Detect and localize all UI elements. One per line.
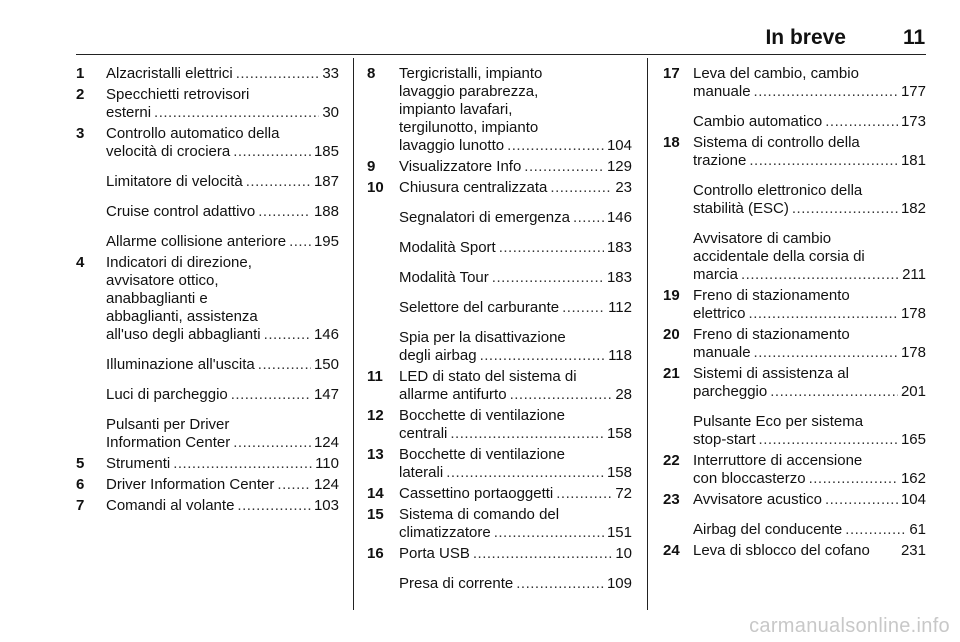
entry-text: Visualizzatore Info <box>399 158 522 175</box>
entry-text: con bloccasterzo <box>693 470 806 487</box>
index-entry <box>367 179 632 197</box>
index-entry <box>76 455 339 473</box>
entry-text: Limitatore di velocità <box>106 173 243 190</box>
item-number: 10 <box>367 179 384 196</box>
index-entry <box>367 407 632 443</box>
entry-text: marcia <box>693 266 739 283</box>
entry-text: Leva del cambio, cambio <box>693 65 859 82</box>
column-divider <box>353 58 354 610</box>
item-number <box>76 386 106 404</box>
index-entry <box>663 491 926 509</box>
dot-leader <box>258 203 311 221</box>
entry-text: stabilità (ESC) <box>693 200 789 217</box>
entry-text: manuale <box>693 344 751 361</box>
page-reference: 118 <box>608 347 632 364</box>
item-number <box>76 233 106 251</box>
page-reference: 112 <box>608 299 632 316</box>
entry-text: all'uso degli abbaglianti <box>106 326 261 343</box>
entry-text: Porta USB <box>399 545 470 562</box>
entry-text: accidentale della corsia di <box>693 248 865 265</box>
index-entry <box>663 230 926 284</box>
entry-text: abbaglianti, assistenza <box>106 308 258 325</box>
index-entry <box>367 506 632 542</box>
item-number <box>367 329 399 365</box>
dot-leader <box>825 491 898 509</box>
page-reference: 151 <box>606 524 632 541</box>
index-entry <box>367 575 632 593</box>
index-entry <box>76 86 339 122</box>
page-reference: 178 <box>900 305 926 322</box>
dot-leader <box>231 386 311 404</box>
page-reference: 146 <box>313 326 339 343</box>
entry-text: LED di stato del sistema di <box>399 368 577 385</box>
dot-leader <box>289 233 311 251</box>
dot-leader <box>277 476 311 494</box>
entry-text: Avvisatore acustico <box>693 491 822 508</box>
dot-leader <box>770 383 898 401</box>
dot-leader <box>258 356 311 374</box>
item-number <box>76 173 106 191</box>
page-reference: 188 <box>313 203 339 220</box>
item-number: 23 <box>663 491 680 508</box>
entry-text: Freno di stazionamento <box>693 326 850 343</box>
page-reference: 178 <box>900 344 926 361</box>
entry-text: Segnalatori di emergenza <box>399 209 570 226</box>
index-entry <box>367 545 632 563</box>
index-entry <box>367 209 632 227</box>
item-number: 7 <box>76 497 85 514</box>
dot-leader <box>233 143 311 161</box>
entry-text: climatizzatore <box>399 524 491 541</box>
entry-text: lavaggio lunotto <box>399 137 505 154</box>
dot-leader <box>749 152 898 170</box>
dot-leader <box>759 431 898 449</box>
entry-text: Strumenti <box>106 455 171 472</box>
entry-text: stop-start <box>693 431 756 448</box>
entry-text: Bocchette di ventilazione <box>399 446 565 463</box>
dot-leader <box>246 173 311 191</box>
entry-text: Chiusura centralizzata <box>399 179 548 196</box>
dot-leader <box>492 269 604 287</box>
item-number: 12 <box>367 407 384 424</box>
entry-text: Freno di stazionamento <box>693 287 850 304</box>
item-number: 19 <box>663 287 680 304</box>
index-entry <box>367 446 632 482</box>
index-entry <box>663 452 926 488</box>
entry-text: Sistema di comando del <box>399 506 560 523</box>
page-reference: 183 <box>606 239 632 256</box>
item-number: 15 <box>367 506 384 523</box>
index-entry <box>76 386 339 404</box>
page-reference: 187 <box>313 173 339 190</box>
item-number: 17 <box>663 65 680 82</box>
dot-leader <box>550 179 612 197</box>
page-reference: 150 <box>313 356 339 373</box>
index-entry <box>367 368 632 404</box>
page-reference: 104 <box>606 137 632 154</box>
dot-leader <box>524 158 604 176</box>
entry-text: Controllo elettronico della <box>693 182 863 199</box>
dot-leader <box>754 344 898 362</box>
item-number <box>663 521 693 539</box>
item-number: 18 <box>663 134 680 151</box>
index-entry <box>367 269 632 287</box>
dot-leader <box>845 521 906 539</box>
index-entry <box>663 521 926 539</box>
item-number <box>76 203 106 221</box>
entry-text: Presa di corrente <box>399 575 514 592</box>
index-entry <box>76 173 339 191</box>
entry-text: Modalità Tour <box>399 269 489 286</box>
entry-text: Information Center <box>106 434 231 451</box>
index-entry <box>76 65 339 83</box>
index-entry <box>663 365 926 401</box>
index-entry <box>76 476 339 494</box>
page-header <box>0 0 960 56</box>
page-reference: 195 <box>313 233 339 250</box>
entry-text: Sistemi di assistenza al <box>693 365 849 382</box>
dot-leader <box>499 239 604 257</box>
index-entry <box>367 485 632 503</box>
index-entry <box>367 299 632 317</box>
item-number: 4 <box>76 254 85 271</box>
entry-text: Driver Information Center <box>106 476 275 493</box>
index-entry <box>367 65 632 155</box>
index-column-2 <box>367 65 632 593</box>
entry-text: laterali <box>399 464 444 481</box>
page-reference: 182 <box>900 200 926 217</box>
page-reference: 185 <box>313 143 339 160</box>
index-entry <box>663 326 926 362</box>
entry-text: impianto lavafari, <box>399 101 513 118</box>
item-number <box>76 356 106 374</box>
index-entry <box>663 134 926 170</box>
entry-text: Illuminazione all'uscita <box>106 356 255 373</box>
entry-text: Cambio automatico <box>693 113 823 130</box>
entry-text: Interruttore di accensione <box>693 452 863 469</box>
item-number: 16 <box>367 545 384 562</box>
index-entry <box>76 416 339 452</box>
index-entry <box>76 203 339 221</box>
item-number: 3 <box>76 125 85 142</box>
item-number: 20 <box>663 326 680 343</box>
entry-text: Tergicristalli, impianto <box>399 65 543 82</box>
page-reference: 165 <box>900 431 926 448</box>
dot-leader <box>562 299 605 317</box>
entry-text: allarme antifurto <box>399 386 507 403</box>
entry-text: velocità di crociera <box>106 143 231 160</box>
dot-leader <box>473 545 612 563</box>
dot-leader <box>494 524 604 542</box>
item-number <box>367 209 399 227</box>
entry-text: Pulsante Eco per sistema <box>693 413 864 430</box>
entry-text: Controllo automatico della <box>106 125 280 142</box>
entry-text: avvisatore ottico, <box>106 272 219 289</box>
entry-text: centrali <box>399 425 448 442</box>
column-divider <box>647 58 648 610</box>
entry-text: Cruise control adattivo <box>106 203 256 220</box>
index-entry <box>367 329 632 365</box>
dot-leader <box>264 326 311 344</box>
dot-leader <box>749 305 898 323</box>
entry-text: lavaggio parabrezza, <box>399 83 539 100</box>
page-reference: 177 <box>900 83 926 100</box>
page-reference: 104 <box>900 491 926 508</box>
index-entry <box>367 158 632 176</box>
entry-text: parcheggio <box>693 383 768 400</box>
dot-leader <box>450 425 604 443</box>
dot-leader <box>173 455 312 473</box>
page-reference: 158 <box>606 464 632 481</box>
item-number: 5 <box>76 455 85 472</box>
entry-text: trazione <box>693 152 747 169</box>
dot-leader <box>154 104 319 122</box>
entry-text: anabbaglianti e <box>106 290 208 307</box>
entry-text: Airbag del conducente <box>693 521 843 538</box>
index-entry <box>76 254 339 344</box>
item-number <box>663 182 693 218</box>
dot-leader <box>233 434 311 452</box>
entry-text: elettrico <box>693 305 746 322</box>
dot-leader <box>507 137 604 155</box>
index-entry <box>76 497 339 515</box>
entry-text: Avvisatore di cambio <box>693 230 832 247</box>
item-number: 2 <box>76 86 85 103</box>
item-number: 22 <box>663 452 680 469</box>
page-reference: 158 <box>606 425 632 442</box>
entry-text: Sistema di controllo della <box>693 134 860 151</box>
entry-text: Spia per la disattivazione <box>399 329 566 346</box>
page-reference: 28 <box>615 386 632 403</box>
page-reference: 72 <box>615 485 632 502</box>
entry-text: Luci di parcheggio <box>106 386 228 403</box>
item-number <box>76 416 106 452</box>
entry-text: Selettore del carburante <box>399 299 560 316</box>
watermark: carmanualsonline.info <box>749 615 950 637</box>
entry-text: Allarme collisione anteriore <box>106 233 287 250</box>
page-reference: 124 <box>313 476 339 493</box>
page-reference: 30 <box>322 104 339 121</box>
page-reference: 23 <box>615 179 632 196</box>
item-number: 21 <box>663 365 680 382</box>
index-column-1 <box>76 65 339 515</box>
item-number: 11 <box>367 368 383 385</box>
index-entry <box>76 233 339 251</box>
header-rule <box>76 54 926 55</box>
item-number: 1 <box>76 65 85 82</box>
dot-leader <box>446 464 604 482</box>
page-reference: 162 <box>900 470 926 487</box>
page-reference: 173 <box>900 113 926 130</box>
item-number <box>663 413 693 449</box>
item-number <box>663 230 693 284</box>
entry-text: Modalità Sport <box>399 239 496 256</box>
index-entry <box>76 125 339 161</box>
page-reference: 147 <box>313 386 339 403</box>
section-title: In breve <box>765 26 846 49</box>
item-number: 6 <box>76 476 85 493</box>
item-number <box>367 239 399 257</box>
item-number <box>367 269 399 287</box>
item-number: 9 <box>367 158 376 175</box>
dot-leader <box>809 470 898 488</box>
index-entry <box>663 113 926 131</box>
entry-text: Indicatori di direzione, <box>106 254 252 271</box>
entry-text: Pulsanti per Driver <box>106 416 230 433</box>
entry-text: esterni <box>106 104 152 121</box>
page-reference: 110 <box>315 455 339 472</box>
dot-leader <box>825 113 898 131</box>
page-reference: 103 <box>313 497 339 514</box>
dot-leader <box>237 497 311 515</box>
dot-leader <box>556 485 612 503</box>
index-entry <box>663 542 926 560</box>
index-entry <box>367 239 632 257</box>
item-number: 14 <box>367 485 384 502</box>
page-reference: 61 <box>909 521 926 538</box>
entry-text: Comandi al volante <box>106 497 235 514</box>
page-reference: 109 <box>606 575 632 592</box>
entry-text: Cassettino portaoggetti <box>399 485 554 502</box>
index-entry <box>663 65 926 101</box>
dot-leader <box>573 209 604 227</box>
page-reference: 146 <box>606 209 632 226</box>
page-number: 11 <box>903 26 926 49</box>
index-entry <box>76 356 339 374</box>
index-entry <box>663 413 926 449</box>
entry-text: Leva di sblocco del cofano <box>693 542 870 559</box>
dot-leader <box>236 65 320 83</box>
entry-text: degli airbag <box>399 347 477 364</box>
page-reference: 201 <box>900 383 926 400</box>
index-column-3 <box>663 65 926 560</box>
entry-text: Alzacristalli elettrici <box>106 65 233 82</box>
index-entry <box>663 287 926 323</box>
page-reference: 231 <box>900 542 926 559</box>
entry-text: tergilunotto, impianto <box>399 119 539 136</box>
dot-leader <box>516 575 604 593</box>
page-reference: 33 <box>322 65 339 82</box>
page-reference: 181 <box>900 152 926 169</box>
item-number: 13 <box>367 446 384 463</box>
dot-leader <box>510 386 613 404</box>
item-number: 8 <box>367 65 376 82</box>
page-reference: 211 <box>902 266 926 283</box>
page-reference: 129 <box>606 158 632 175</box>
dot-leader <box>792 200 898 218</box>
page-reference: 183 <box>606 269 632 286</box>
dot-leader <box>480 347 606 365</box>
entry-text: manuale <box>693 83 751 100</box>
item-number <box>663 113 693 131</box>
page-reference: 10 <box>615 545 632 562</box>
item-number <box>367 299 399 317</box>
dot-leader <box>741 266 899 284</box>
index-entry <box>663 182 926 218</box>
page-reference: 124 <box>313 434 339 451</box>
entry-text: Specchietti retrovisori <box>106 86 250 103</box>
dot-leader <box>754 83 898 101</box>
entry-text: Bocchette di ventilazione <box>399 407 565 424</box>
item-number <box>367 575 399 593</box>
item-number: 24 <box>663 542 680 559</box>
